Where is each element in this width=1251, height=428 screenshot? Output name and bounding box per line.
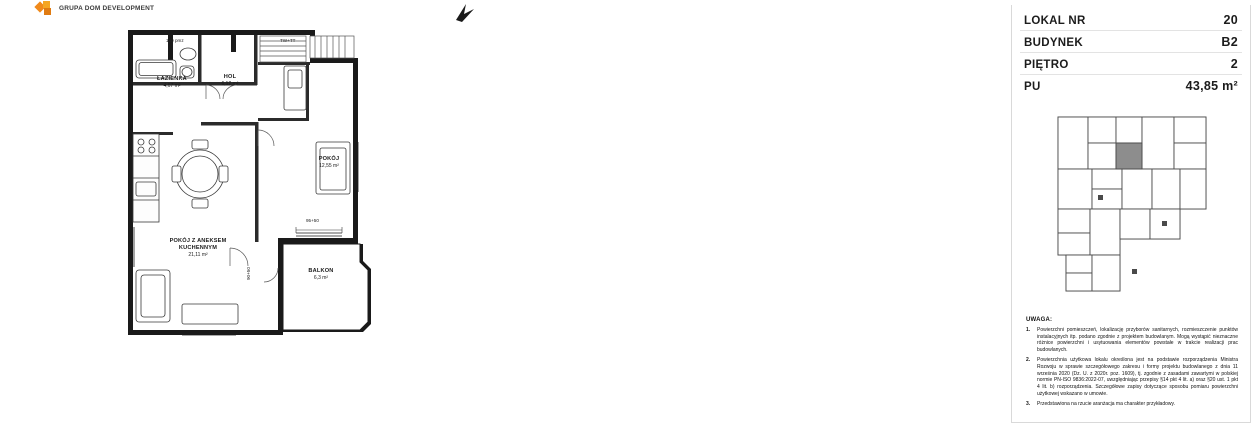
spec-row-floor [1020, 53, 1242, 75]
spec-key: BUDYNEK [1024, 36, 1083, 49]
room-label: HOL 6,12 m² [221, 74, 239, 87]
floorplan-svg [110, 22, 440, 362]
note-text: Powierzchni pomieszczeń, lokalizację przyborów sanitarnych, rozmieszczenie punktów instalacyjnych itp. podano zgodnie z projektem budowlanym. Mogą wystąpić nieznaczne różnice powierzchni i usytuowania elementów powstałe w trakcie realizacji prac budowlanych. [1037, 327, 1238, 354]
note-number: 3. [1026, 400, 1031, 407]
dimension-label: 95+50 [306, 218, 319, 223]
brand-logo [36, 0, 154, 16]
floorplan-drawing [110, 22, 440, 362]
unit-spec-table [1020, 9, 1242, 96]
floorplan-panel [0, 0, 500, 428]
notes-block [1026, 317, 1238, 411]
spec-key: PU [1024, 80, 1041, 93]
room-label: ŁAZIENKA 4,67 m² [157, 76, 187, 89]
info-panel [500, 0, 1238, 428]
room-label: POKÓJ 12,55 m² [318, 156, 340, 169]
note-text: Przedstawiona na rzucie aranżacja ma charakter przykładowy. [1037, 400, 1176, 407]
spec-value: 43,85 m² [1185, 78, 1238, 93]
notes-title: UWAGA: [1026, 317, 1053, 323]
logo-diamond-icon [36, 1, 54, 15]
info-panel-frame [1011, 5, 1251, 423]
dimension-label: 180 pmz [166, 38, 184, 43]
dimension-label: TW+TT [280, 38, 296, 43]
north-arrow-icon [452, 2, 478, 24]
key-plan [1020, 109, 1242, 299]
spec-row-building [1020, 31, 1242, 53]
dimension-label: 90+50 [246, 267, 251, 280]
note-item [1026, 401, 1238, 408]
note-text: Powierzchnia użytkowa lokalu określona jest na podstawie rozporządzenia Ministra Rozwoju w sprawie szczegółowego zakresu i formy projektu budowlanego z dnia 11 września 2020 (Dz. U. z 2020r. poz. 1609), tj. zgodnie z zasadami zawartymi w polskiej normie PN-ISO 9836:2022-07, uwzględniając przepisy §14 pkt 4 lit. a) oraz §20 ust. 1 pkt 4 lit. b) rozporządzenia. Szczegółowe zapisy dotyczące sposobu pomiaru powierzchni użytkowej wskazano w umowie. [1037, 357, 1238, 397]
spec-key: PIĘTRO [1024, 58, 1069, 71]
note-number: 2. [1026, 357, 1031, 364]
room-label: POKÓJ Z ANEKSEM KUCHENNYM 21,11 m² [169, 238, 227, 258]
spec-key: LOKAL NR [1024, 14, 1086, 27]
key-plan-svg [1020, 109, 1242, 299]
spec-row-area [1020, 75, 1242, 96]
note-item [1026, 357, 1238, 397]
spec-value: 20 [1223, 12, 1238, 27]
spec-value: 2 [1230, 56, 1238, 71]
note-item [1026, 327, 1238, 354]
spec-value: B2 [1221, 34, 1238, 49]
note-number: 1. [1026, 327, 1031, 333]
room-label: BALKON 6,3 m² [308, 268, 334, 281]
spec-row-unit-number [1020, 9, 1242, 31]
brand-name: GRUPA DOM DEVELOPMENT [59, 4, 155, 12]
key-plan-highlight [1116, 143, 1142, 169]
